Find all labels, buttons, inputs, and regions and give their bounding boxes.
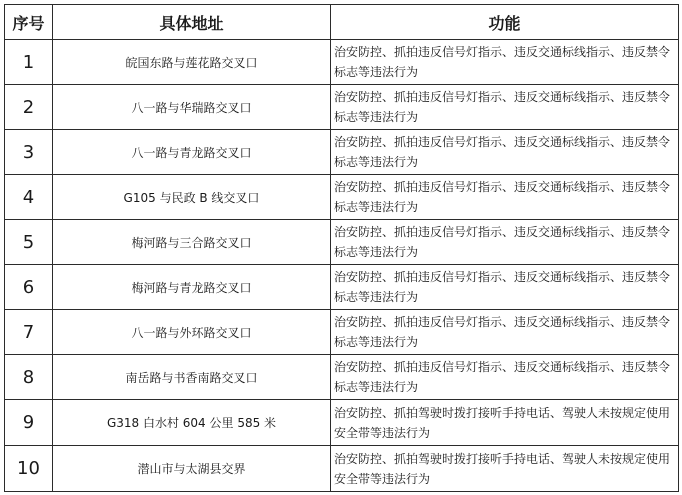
row-index: 3 [5,130,53,175]
row-address: 梅河路与青龙路交叉口 [53,265,331,310]
row-index: 10 [5,446,53,492]
row-address: 八一路与外环路交叉口 [53,310,331,355]
row-index: 4 [5,175,53,220]
row-address: G318 白水村 604 公里 585 米 [53,400,331,446]
row-index: 8 [5,355,53,400]
row-index: 7 [5,310,53,355]
row-address: 南岳路与书香南路交叉口 [53,355,331,400]
table-row [5,40,679,85]
header-address: 具体地址 [53,5,331,40]
row-address: G105 与民政 B 线交叉口 [53,175,331,220]
row-address: 梅河路与三合路交叉口 [53,220,331,265]
row-index: 1 [5,40,53,85]
table-row [5,220,679,265]
table-row [5,265,679,310]
table-row [5,400,679,446]
table-row [5,310,679,355]
row-address: 八一路与华瑞路交叉口 [53,85,331,130]
camera-locations-table [4,4,679,492]
row-function: 治安防控、抓拍违反信号灯指示、违反交通标线指示、违反禁令标志等违法行为 [331,265,679,310]
table-row [5,175,679,220]
table-row [5,446,679,492]
row-function: 治安防控、抓拍违反信号灯指示、违反交通标线指示、违反禁令标志等违法行为 [331,130,679,175]
table-row [5,85,679,130]
header-function: 功能 [331,5,679,40]
row-address: 八一路与青龙路交叉口 [53,130,331,175]
row-address: 潜山市与太湖县交界 [53,446,331,492]
row-function: 治安防控、抓拍违反信号灯指示、违反交通标线指示、违反禁令标志等违法行为 [331,220,679,265]
table-row [5,130,679,175]
header-index: 序号 [5,5,53,40]
row-index: 9 [5,400,53,446]
row-function: 治安防控、抓拍违反信号灯指示、违反交通标线指示、违反禁令标志等违法行为 [331,40,679,85]
table-header-row [5,5,679,40]
row-index: 6 [5,265,53,310]
row-function: 治安防控、抓拍违反信号灯指示、违反交通标线指示、违反禁令标志等违法行为 [331,355,679,400]
row-index: 2 [5,85,53,130]
row-function: 治安防控、抓拍违反信号灯指示、违反交通标线指示、违反禁令标志等违法行为 [331,175,679,220]
table-row [5,355,679,400]
row-function: 治安防控、抓拍驾驶时拨打接听手持电话、驾驶人未按规定使用安全带等违法行为 [331,446,679,492]
row-function: 治安防控、抓拍违反信号灯指示、违反交通标线指示、违反禁令标志等违法行为 [331,85,679,130]
row-address: 皖国东路与莲花路交叉口 [53,40,331,85]
row-function: 治安防控、抓拍违反信号灯指示、违反交通标线指示、违反禁令标志等违法行为 [331,310,679,355]
row-function: 治安防控、抓拍驾驶时拨打接听手持电话、驾驶人未按规定使用安全带等违法行为 [331,400,679,446]
row-index: 5 [5,220,53,265]
